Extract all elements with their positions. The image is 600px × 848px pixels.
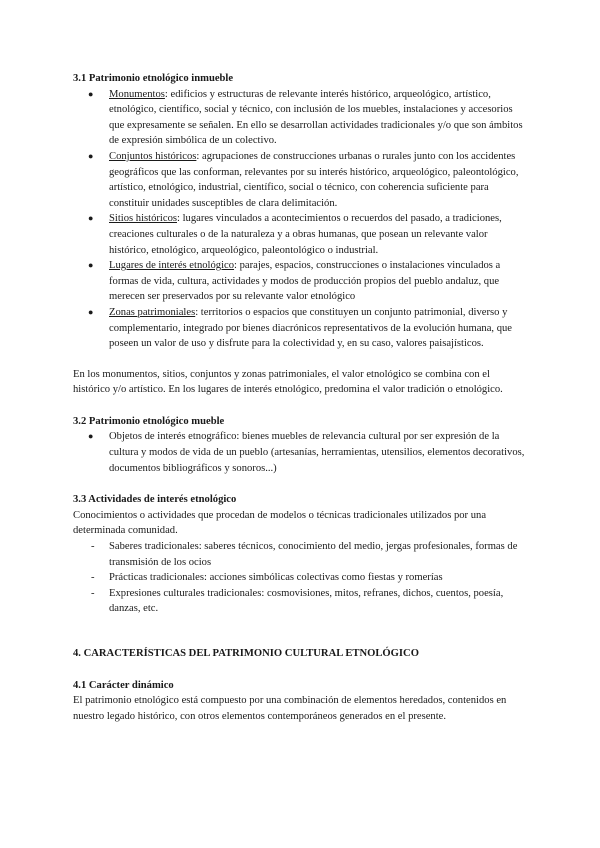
bullet-icon: ● [88, 88, 94, 99]
dash-icon: - [91, 572, 95, 584]
dash-icon: - [91, 587, 95, 599]
section-3-3-list [73, 539, 527, 617]
bullet-icon: ● [88, 260, 94, 271]
section-4-heading: 4. CARACTERÍSTICAS DEL PATRIMONIO CULTURAL ETNOLÓGICO [73, 648, 419, 659]
list-item [73, 570, 527, 586]
section-3-1-list [73, 87, 527, 352]
item-text: Prácticas tradicionales: acciones simbólicas colectivas como fiestas y romerías [109, 572, 443, 584]
list-item [73, 87, 527, 149]
section-3-2-list [73, 429, 527, 476]
list-item [73, 258, 527, 305]
bullet-icon: ● [88, 213, 94, 224]
list-item [73, 149, 527, 211]
section-4-1-paragraph: El patrimonio etnológico está compuesto por una combinación de elementos heredados, contenidos en nuestro legado histórico, con otros elementos contemporáneos generados en el presente. [73, 695, 507, 722]
section-3-2-heading: 3.2 Patrimonio etnológico mueble [73, 415, 225, 427]
item-text: : edificios y estructuras de relevante interés histórico, arqueológico, artístico, etnológico, científico, social y técnico, con inclusión de los muebles, instalaciones y accesorios que expresamente se señalen. En ello se desarrollan actividades tradicionales y/o que son ámbitos de expresión simbólica de un colectivo. [109, 88, 523, 147]
item-text: : parajes, espacios, construcciones o instalaciones vinculados a formas de vida, cultura, actividades y modos de producción propios del pueblo andaluz, que merecen ser preservados por su relevante valor etnológico [109, 260, 501, 303]
list-item [73, 539, 527, 570]
item-text: Expresiones culturales tradicionales: cosmovisiones, mitos, refranes, dichos, cuentos, poesía, danzas, etc. [109, 587, 504, 615]
section-3-1-heading: 3.1 Patrimonio etnológico inmueble [73, 73, 234, 84]
item-term: Zonas patrimoniales [109, 306, 196, 318]
item-text: Objetos de interés etnográfico: bienes muebles de relevancia cultural por ser expresión de la cultura y modos de vida de un pueblo (artesanías, herramientas, utensilios, elementos decorativos, documentos bibliográficos y sonoros...) [109, 431, 525, 474]
item-term: Lugares de interés etnológico [109, 260, 235, 272]
item-text: : territorios o espacios que constituyen un conjunto patrimonial, diverso y complementario, integrado por bienes diacrónicos representativos de la evolución humana, que poseen un valor de uso y disfrute para la colectividad y, en su caso, valores paisajísticos. [109, 306, 513, 350]
bullet-icon: ● [88, 150, 94, 161]
bullet-icon: ● [88, 431, 94, 442]
list-item [73, 305, 527, 352]
dash-icon: - [91, 541, 95, 553]
item-term: Sitios históricos [109, 213, 177, 225]
item-text: : agrupaciones de construcciones urbanas o rurales junto con los accidentes geográficos que las conforman, relevantes por su interés histórico, arqueológico, paleontológico, artístico, etnológico, industrial, científico, social o técnico, con coherencia suficiente para constituir unidades susceptibles de clara delimitación. [109, 150, 519, 209]
list-item [73, 211, 527, 258]
item-term: Monumentos [109, 88, 165, 100]
section-3-1-paragraph: En los monumentos, sitios, conjuntos y zonas patrimoniales, el valor etnológico se combina con el histórico y/o artístico. En los lugares de interés etnológico, predomina el valor tradición o etnológico. [73, 368, 503, 396]
list-item [73, 429, 527, 476]
section-4-1-heading: 4.1 Carácter dinámico [73, 679, 174, 691]
section-3-3-intro: Conocimientos o actividades que procedan de modelos o técnicas tradicionales utilizados por una determinada comunidad. [73, 509, 487, 537]
section-3-3-heading: 3.3 Actividades de interés etnológico [73, 494, 237, 506]
list-item [73, 586, 527, 617]
item-text: : lugares vinculados a acontecimientos o recuerdos del pasado, a tradiciones, creaciones culturales o de la naturaleza y a obras humanas, que posean un relevante valor histórico, etnológico, arqueológico, paleontológico o industrial. [109, 213, 502, 256]
bullet-icon: ● [88, 306, 94, 317]
item-text: Saberes tradicionales: saberes técnicos, conocimiento del medio, jergas profesionales, formas de transmisión de los ocios [109, 541, 518, 568]
item-term: Conjuntos históricos [109, 150, 197, 162]
